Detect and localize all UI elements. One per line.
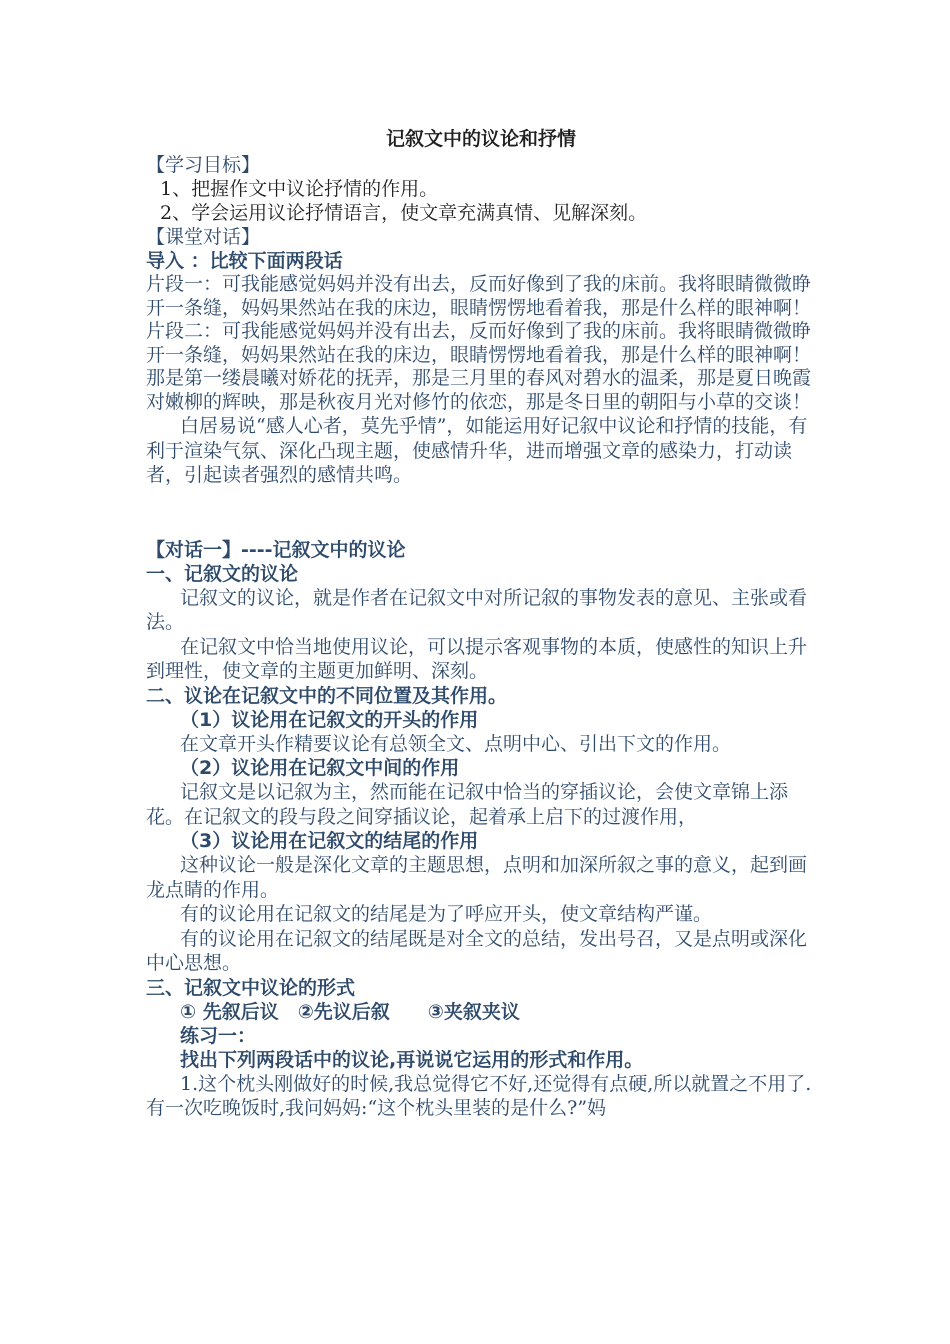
paragraph-ending-1: 这种议论一般是深化文章的主题思想，点明和加深所叙之事的意义，起到画龙点睛的作用。 [146,854,808,901]
heading-positions: 二、议论在记叙文中的不同位置及其作用。 [146,684,508,707]
heading-narrative-argument: 一、记叙文的议论 [146,562,299,585]
goal-item-1: 1、把握作文中议论抒情的作用。 [160,178,439,200]
fragment-one: 片段一：可我能感觉妈妈并没有出去，反而好像到了我的床前。我将眼睛微微睁开一条缝，妈妈果然站在我的床边，眼睛愣愣地看着我，那是什么样的眼神啊！ [146,273,812,319]
paragraph-opening: 在文章开头作精要议论有总领全文、点明中心、引出下文的作用。 [180,732,732,755]
paragraph-middle: 记叙文是以记叙为主，然而能在记叙中恰当的穿插议论，会使文章锦上添花。在记叙文的段与段之间穿插议论，起着承上启下的过渡作用， [146,781,789,828]
heading-forms: 三、记叙文中议论的形式 [146,976,356,999]
paragraph-ending-2: 有的议论用在记叙文的结尾是为了呼应开头，使文章结构严谨。 [180,903,713,925]
page-title: 记叙文中的议论和抒情 [385,128,576,150]
paragraph-definition: 记叙文的议论，就是作者在记叙文中对所记叙的事物发表的意见、主张或看法。 [146,586,808,633]
paragraph-ending-3: 有的议论用在记叙文的结尾既是对全文的总结，发出号召，又是点明或深化中心思想。 [146,927,808,974]
section-one-heading [146,538,816,562]
quote-paragraph: 白居易说“感人心者，莫先乎情”，如能运用好记叙中议论和抒情的技能，有利于渲染气氛、深化凸现主题，使感情升华，进而增强文章的感染力，打动读者，引起读者强烈的感情共鸣。 [146,415,808,486]
goal-item-2: 2、学会运用议论抒情语言，使文章充满真情、见解深刻。 [160,202,648,224]
subheading-middle: （2）议论用在记叙文中间的作用 [180,757,460,779]
document-page [146,124,816,1121]
exercise-text: 1.这个枕头刚做好的时候,我总觉得它不好,还觉得有点硬,所以就置之不用了.有一次吃晚饭时,我问妈妈:“这个枕头里装的是什么?”妈 [146,1072,812,1119]
goals-heading: 【学习目标】 [146,154,261,176]
fragment-two: 片段二：可我能感觉妈妈并没有出去，反而好像到了我的床前。我将眼睛微微睁开一条缝，妈妈果然站在我的床边，眼睛愣愣地看着我，那是什么样的眼神啊！那是第一缕晨曦对娇花的抚弄，那是三月里的春风对碧水的温柔，那是夏日晚霞对嫩柳的辉映，那是秋夜月光对修竹的依恋，那是冬日里的朝阳与小草的交谈！ [146,320,812,413]
section-one-heading-text: 【对话一】----记叙文中的议论 [146,538,406,561]
forms-list: ① 先叙后议 ②先议后叙 ③夹叙夹议 [180,1000,520,1023]
exercise-task: 找出下列两段话中的议论,再说说它运用的形式和作用。 [180,1048,644,1071]
dialogue-heading: 【课堂对话】 [146,226,261,248]
exercise-title: 练习一： [180,1024,257,1047]
subheading-opening: （1）议论用在记叙文的开头的作用 [180,708,479,731]
intro-heading: 导入 ：比较下面两段话 [146,250,343,272]
paragraph-usage: 在记叙文中恰当地使用议论，可以提示客观事物的本质，使感性的知识上升到理性，使文章的主题更加鲜明、深刻。 [146,635,808,682]
subheading-ending: （3）议论用在记叙文的结尾的作用 [180,830,479,852]
